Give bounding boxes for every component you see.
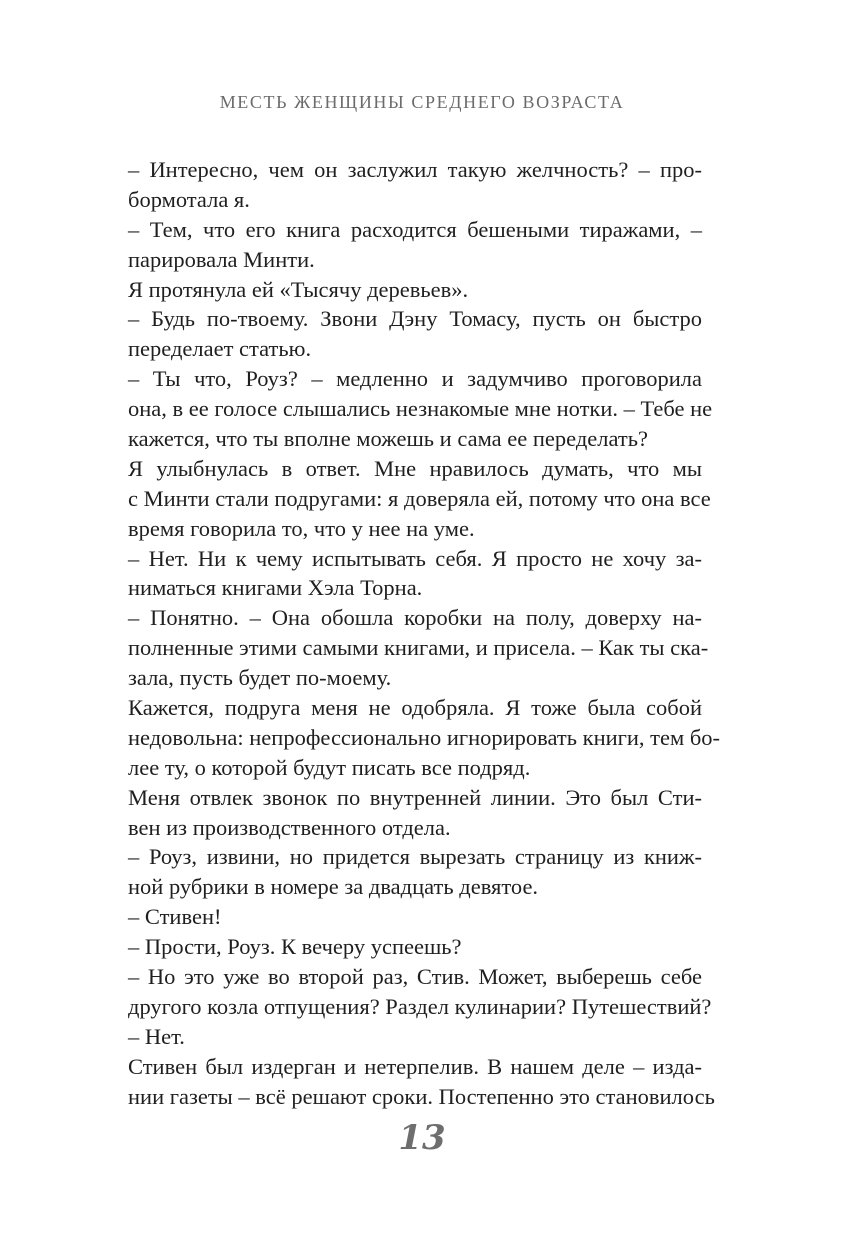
text-line: переделает статью. [128, 336, 312, 362]
text-line: – Ты что, Роуз? – медленно и задумчиво проговорила [128, 366, 702, 392]
text-line: лее ту, о которой будут писать все подряд. [128, 754, 531, 780]
running-head: МЕСТЬ ЖЕНЩИНЫ СРЕДНЕГО ВОЗРАСТА [219, 92, 625, 112]
text-line: полненные этими самыми книгами, и присела. – Как ты ска- [128, 635, 709, 661]
text-line: Меня отвлек звонок по внутренней линии. Это был Сти- [128, 784, 702, 810]
text-line: Стивен был издерган и нетерпелив. В нашем деле – изда- [128, 1053, 702, 1079]
text-line: зала, пусть будет по-моему. [128, 665, 392, 691]
text-line: недовольна: непрофессионально игнорировать книги, тем бо- [128, 724, 721, 750]
text-line: ной рубрики в номере за двадцать девятое. [128, 874, 539, 900]
text-line: – Роуз, извини, но придется вырезать страницу из книж- [128, 844, 702, 870]
text-line: Я улыбнулась в ответ. Мне нравилось думать, что мы [128, 455, 702, 481]
text-line: – Будь по-твоему. Звони Дэну Томасу, пусть он быстро [128, 306, 702, 332]
page-number: 13 [398, 1118, 446, 1158]
text-line: время говорила то, что у нее на уме. [128, 515, 475, 541]
text-line: вен из производственного отдела. [128, 814, 451, 840]
text-line: ниматься книгами Хэла Торна. [128, 575, 423, 601]
text-line: парировала Минти. [128, 246, 315, 272]
text-line: с Минти стали подругами: я доверяла ей, потому что она все [128, 485, 711, 511]
text-line: бормотала я. [128, 186, 250, 212]
text-line: нии газеты – всё решают сроки. Постепенно это становилось [128, 1083, 715, 1109]
text-line: кажется, что ты вполне можешь и сама ее переделать? [128, 426, 649, 452]
text-line: – Но это уже во второй раз, Стив. Может, выберешь себе [128, 964, 702, 990]
text-line: – Интересно, чем он заслужил такую желчность? – про- [128, 157, 702, 182]
text-line: – Понятно. – Она обошла коробки на полу, доверху на- [128, 605, 702, 631]
body-text [128, 155, 721, 1112]
text-line: другого козла отпущения? Раздел кулинарии? Путешествий? [128, 993, 712, 1019]
text-line: Кажется, подруга меня не одобряла. Я тоже была собой [128, 695, 702, 721]
text-line: – Стивен! [128, 904, 222, 930]
text-line: – Тем, что его книга расходится бешеными тиражами, – [128, 216, 702, 242]
text-line: – Нет. Ни к чему испытывать себя. Я просто не хочу за- [128, 545, 702, 571]
text-line: Я протянула ей «Тысячу деревьев». [128, 276, 469, 302]
text-line: она, в ее голосе слышались незнакомые мне нотки. – Тебе не [128, 396, 713, 422]
text-line: – Нет. [128, 1023, 185, 1049]
text-line: – Прости, Роуз. К вечеру успеешь? [128, 934, 462, 960]
